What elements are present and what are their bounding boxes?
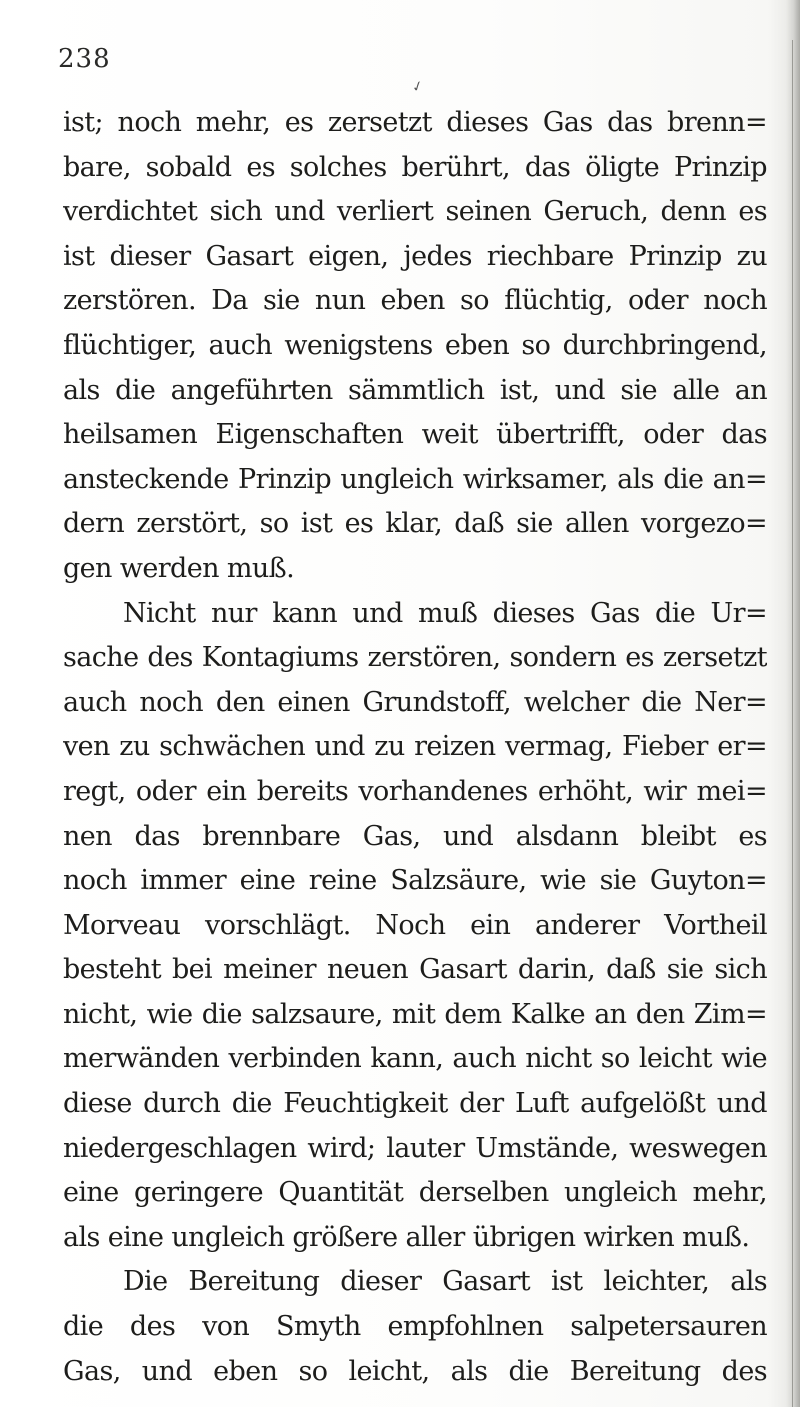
text-line: Morveau vorschlägt. Noch ein anderer Vortheil xyxy=(63,909,767,941)
text-line: noch immer eine reine Salzsäure, wie sie Guyton= xyxy=(63,865,767,897)
page-edge-rule xyxy=(792,40,793,1407)
text-line: ven zu schwächen und zu reizen vermag, Fieber er= xyxy=(63,731,767,763)
text-line: auch noch den einen Grundstoff, welcher die Ner= xyxy=(63,686,767,718)
text-line: ist dieser Gasart eigen, jedes riechbare Prinzip zu xyxy=(63,240,767,272)
text-line: nen das brennbare Gas, und alsdann bleibt es xyxy=(63,820,767,852)
text-line: bare, sobald es solches berührt, das öligte Prinzip xyxy=(63,151,767,183)
text-line: nicht, wie die salzsaure, mit dem Kalke an den Zim= xyxy=(63,998,767,1030)
text-line: ist; noch mehr, es zersetzt dieses Gas das brenn= xyxy=(63,107,767,138)
text-line: niedergeschlagen wird; lauter Umstände, weswegen xyxy=(63,1132,767,1164)
page-edge-shadow xyxy=(786,0,800,1407)
text-line: verdichtet sich und verliert seinen Geruch, denn es xyxy=(63,196,767,228)
text-line: flüchtiger, auch wenigstens eben so durchbringend, xyxy=(63,329,767,361)
text-line: zerstören. Da sie nun eben so flüchtig, oder noch xyxy=(63,285,767,317)
text-line: diese durch die Feuchtigkeit der Luft aufgelößt und xyxy=(63,1088,767,1120)
text-line: merwänden verbinden kann, auch nicht so leicht wie xyxy=(63,1043,767,1075)
pencil-check-mark: ✓ xyxy=(409,77,426,97)
text-line: heilsamen Eigenschaften weit übertrifft, oder das xyxy=(63,419,767,451)
text-line: sache des Kontagiums zerstören, sondern es zersetzt xyxy=(63,642,767,674)
text-line: als die angeführten sämmtlich ist, und sie alle an xyxy=(63,374,767,406)
text-line: Nicht nur kann und muß dieses Gas die Ur= xyxy=(123,597,767,629)
text-line: die des von Smyth empfohlnen salpetersauren xyxy=(63,1311,767,1343)
text-line: dern zerstört, so ist es klar, daß sie allen vorgezo= xyxy=(63,508,767,540)
text-line: ansteckende Prinzip ungleich wirksamer, als die an= xyxy=(63,463,767,495)
body-text xyxy=(63,101,767,1394)
page-number: 238 xyxy=(58,44,111,74)
text-line: gen werden muß. xyxy=(63,552,295,584)
text-line: Die Bereitung dieser Gasart ist leichter, als xyxy=(123,1266,767,1298)
text-line: besteht bei meiner neuen Gasart darin, daß sie sich xyxy=(63,954,767,986)
text-line: regt, oder ein bereits vorhandenes erhöht, wir mei= xyxy=(63,775,767,807)
text-line: als eine ungleich größere aller übrigen wirken muß. xyxy=(63,1221,750,1253)
text-line: Gas, und eben so leicht, als die Bereitung des xyxy=(63,1355,767,1387)
text-line: eine geringere Quantität derselben ungleich mehr, xyxy=(63,1177,767,1209)
